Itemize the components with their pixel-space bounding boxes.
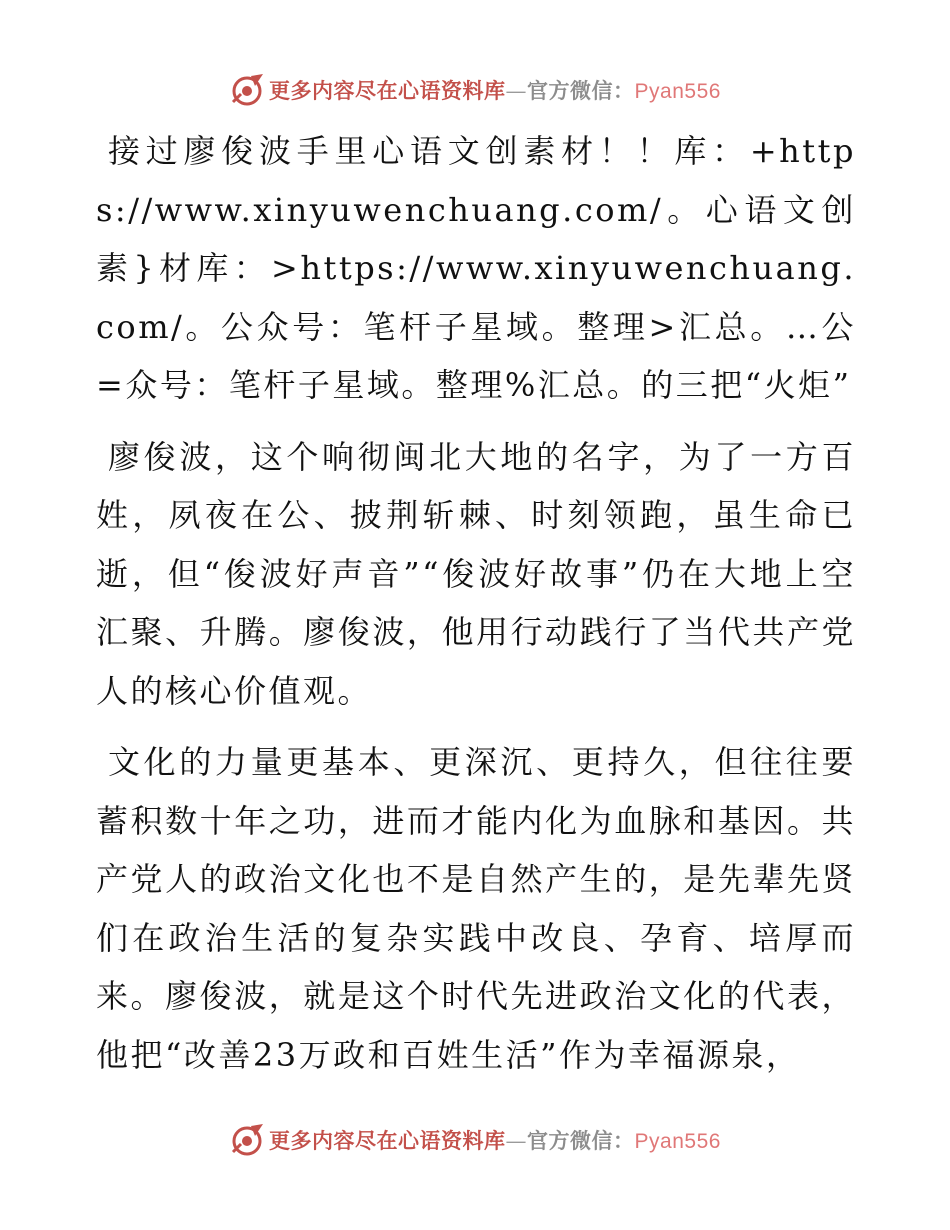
header-wechat-label: 官方微信：: [527, 78, 635, 103]
footer-dash: —: [505, 1129, 528, 1153]
paragraph-1: 接过廖俊波手里心语文创素材！！库：+https://www.xinyuwenchuang.com/。心语文创素}材库：>https://www.xinyuwenchuang.com/。公众号：笔杆子星域。整理>汇总。…公=众号：笔杆子星域。整理%汇总。的三把“火炬”: [96, 132, 856, 404]
paragraph-2: 廖俊波，这个响彻闽北大地的名字，为了一方百姓，夙夜在公、披荆斩棘、时刻领跑，虽生命已逝，但“俊波好声音”“俊波好故事”仍在大地上空汇聚、升腾。廖俊波，他用行动践行了当代共产党人的核心价值观。: [96, 437, 856, 710]
quill-logo-icon: [229, 1122, 265, 1158]
article-body: [96, 122, 856, 1097]
quill-logo-icon: [229, 72, 265, 108]
paragraph-3: 文化的力量更基本、更深沉、更持久，但往往要蓄积数十年之功，进而才能内化为血脉和基因。共产党人的政治文化也不是自然产生的，是先辈先贤们在政治生活的复杂实践中改良、孕育、培厚而来。廖俊波，就是这个时代先进政治文化的代表，他把“改善23万政和百姓生活”作为幸福源泉，: [96, 743, 856, 1074]
header-brand-text: 更多内容尽在心语资料库: [269, 78, 506, 103]
footer-watermark-banner: [0, 1122, 950, 1158]
header-banner-text: [269, 75, 721, 105]
header-dash: —: [505, 79, 528, 103]
header-wechat-id: Pyan556: [634, 80, 721, 103]
footer-wechat-id: Pyan556: [634, 1130, 721, 1153]
header-watermark-banner: [0, 72, 950, 108]
footer-wechat-label: 官方微信：: [527, 1128, 635, 1153]
footer-banner-text: [269, 1125, 721, 1155]
footer-brand-text: 更多内容尽在心语资料库: [269, 1128, 506, 1153]
